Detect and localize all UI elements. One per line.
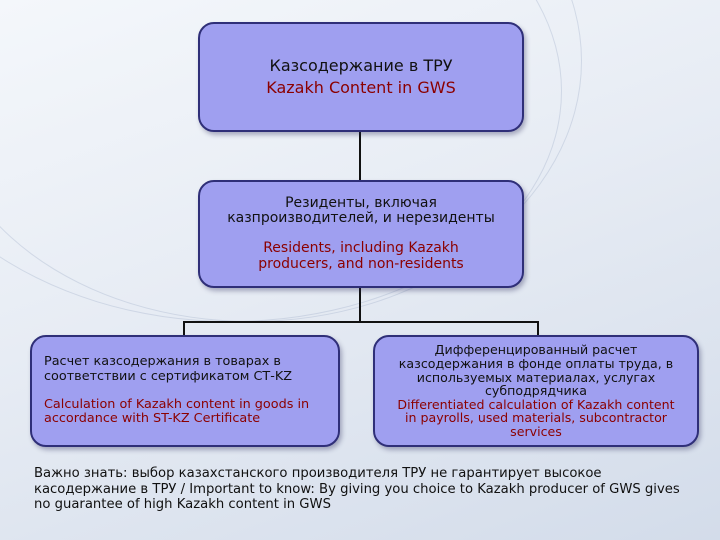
connector-right-drop — [537, 321, 539, 335]
right-box — [373, 335, 699, 447]
important-note: Важно знать: выбор казахстанского производителя ТРУ не гарантирует высокое касодержание в ТРУ / Important to know: By giving you choice to Kazakh producer of GWS gives no guarantee of high Kazakh content in GWS — [34, 466, 680, 513]
left-box — [30, 335, 340, 447]
connector-top-middle — [359, 132, 361, 180]
middle-box-russian-text: Резиденты, включая казпроизводителей, и нерезиденты — [227, 194, 495, 227]
connector-left-drop — [183, 321, 185, 335]
top-box-english-text: Kazakh Content in GWS — [266, 78, 456, 97]
top-box-russian-text: Казсодержание в ТРУ — [269, 56, 453, 76]
left-box-russian-text: Расчет казсодержания в товарах в соответствии с сертификатом СТ-KZ — [44, 354, 293, 384]
middle-box-english-text: Residents, including Kazakh producers, and non-residents — [258, 240, 464, 272]
top-box — [198, 22, 524, 132]
connector-middle-down — [359, 288, 361, 322]
connector-horizontal — [183, 321, 539, 323]
left-box-english-text: Calculation of Kazakh content in goods in accordance with ST-KZ Certificate — [44, 397, 310, 427]
middle-box — [198, 180, 524, 288]
right-box-russian-text: Дифференцированный расчет казсодержания в фонде оплаты труда, в используемых материалах, услугах субподрядчика — [398, 342, 674, 399]
right-box-english-text: Differentiated calculation of Kazakh content in payrolls, used materials, subcontractor services — [397, 396, 675, 439]
